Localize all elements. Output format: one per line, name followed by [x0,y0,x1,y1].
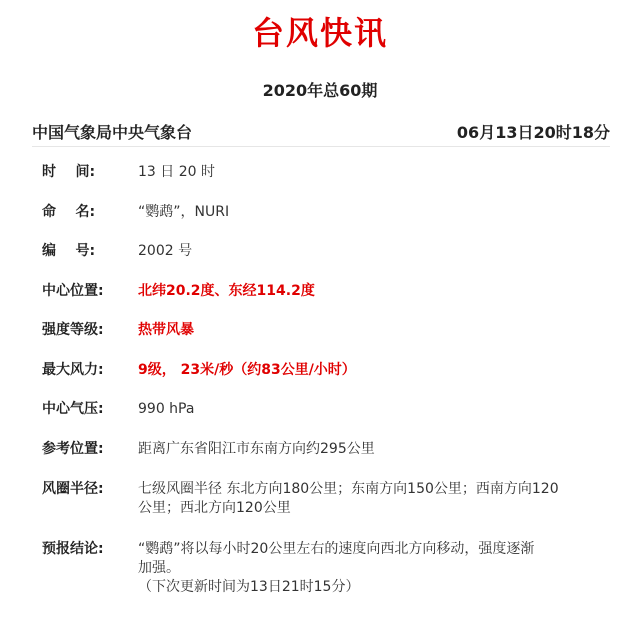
field-value [138,540,608,597]
field-value: 2002 号 [138,243,193,259]
field-value-line: 七级风圈半径 东北方向180公里；东南方向150公里；西南方向120 [138,481,559,497]
field-label: 编 号: [42,243,96,259]
issue-number: 2020年总60期 [262,81,378,100]
field-label: 时 间: [42,164,96,180]
field-label: 参考位置: [42,441,104,457]
field-value: 9级， 23米/秒（约83公里/小时） [138,362,356,378]
header-row [32,120,610,142]
field-label: 强度等级: [42,322,104,338]
field-value: “鹦鹉”，NURI [138,204,230,220]
issuing-organization: 中国气象局中央气象台 [32,123,193,142]
field-label: 中心气压: [42,401,104,417]
field-value-line: （下次更新时间为13日21时15分） [138,579,360,595]
page-title: 台风快讯 [251,14,388,52]
divider [32,146,610,147]
field-value-line: “鹦鹉”将以每小时20公里左右的速度向西北方向移动，强度逐渐 [138,541,535,557]
issue-time: 06月13日20时18分 [456,123,610,142]
field-label: 最大风力: [42,362,104,378]
field-value-line: 公里；西北方向120公里 [138,500,291,516]
field-label: 中心位置: [42,283,104,299]
field-value: 13 日 20 时 [138,164,215,180]
field-value-line: 加强。 [138,560,180,576]
field-value: 热带风暴 [138,322,194,338]
field-value [138,480,608,518]
field-label: 预报结论: [42,541,104,557]
field-value: 北纬20.2度、东经114.2度 [138,283,315,299]
field-label: 风圈半径: [42,481,104,497]
field-value: 990 hPa [138,401,195,417]
field-label: 命 名: [42,204,96,220]
field-value: 距离广东省阳江市东南方向约295公里 [138,441,375,457]
